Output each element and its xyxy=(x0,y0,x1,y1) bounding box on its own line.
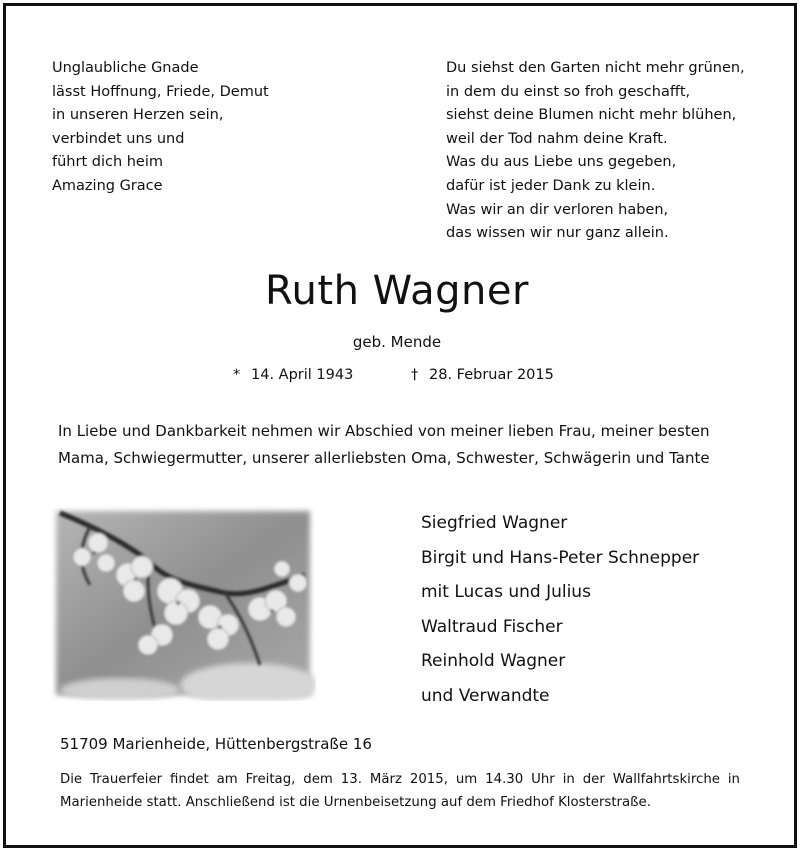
poem-line: Du siehst den Garten nicht mehr grünen, xyxy=(446,60,745,76)
birth-star-icon: * xyxy=(233,367,241,383)
birth-date: 14. April 1943 xyxy=(251,367,354,383)
farewell-line: Mama, Schwiegermutter, unserer allerliebsten Oma, Schwester, Schwägerin und Tante xyxy=(58,449,710,467)
poem-line: verbindet uns und xyxy=(52,130,185,147)
deceased-name: Ruth Wagner xyxy=(265,268,529,314)
family-member: mit Lucas und Julius xyxy=(421,582,591,602)
poem-line: das wissen wir nur ganz allein. xyxy=(446,225,669,242)
notice-line: Marienheide statt. Anschließend ist die Urnenbeisetzung auf dem Friedhof Klosterstraße. xyxy=(60,795,651,810)
poem-line: lässt Hoffnung, Friede, Demut xyxy=(52,83,269,100)
family-member: und Verwandte xyxy=(421,685,550,706)
family-members xyxy=(421,506,699,713)
death-date-line xyxy=(411,367,554,383)
cherry-blossom-photo xyxy=(50,505,316,701)
funeral-notice xyxy=(60,768,740,814)
farewell-text xyxy=(58,418,748,472)
family-member: Reinhold Wagner xyxy=(421,651,566,671)
poem-line: in unseren Herzen sein, xyxy=(52,107,224,124)
death-cross-icon: † xyxy=(411,367,419,383)
family-member: Siegfried Wagner xyxy=(421,513,568,533)
poem-line: Unglaubliche Gnade xyxy=(52,60,199,76)
poem-line: siehst deine Blumen nicht mehr blühen, xyxy=(446,107,737,124)
birth-name: geb. Mende xyxy=(352,333,442,351)
family-member: Birgit und Hans-Peter Schnepper xyxy=(421,547,700,568)
death-date: 28. Februar 2015 xyxy=(429,367,554,383)
poem-line: in dem du einst so froh geschafft, xyxy=(446,83,691,100)
poem-right xyxy=(446,57,745,246)
poem-line: dafür ist jeder Dank zu klein. xyxy=(446,177,656,194)
poem-line: weil der Tod nahm deine Kraft. xyxy=(446,130,668,147)
poem-line: Was wir an dir verloren haben, xyxy=(446,201,669,218)
poem-left xyxy=(52,57,269,199)
farewell-line: In Liebe und Dankbarkeit nehmen wir Abschied von meiner lieben Frau, meiner besten xyxy=(58,422,710,440)
poem-line: führt dich heim xyxy=(52,154,164,171)
poem-line: Amazing Grace xyxy=(52,177,163,194)
address: 51709 Marienheide, Hüttenbergstraße 16 xyxy=(60,735,372,753)
notice-line: Die Trauerfeier findet am Freitag, dem 13. März 2015, um 14.30 Uhr in der Wallfahrtskirche in xyxy=(60,772,740,787)
poem-line: Was du aus Liebe uns gegeben, xyxy=(446,154,677,171)
family-member: Waltraud Fischer xyxy=(421,616,563,637)
birth-date-line xyxy=(233,367,353,383)
